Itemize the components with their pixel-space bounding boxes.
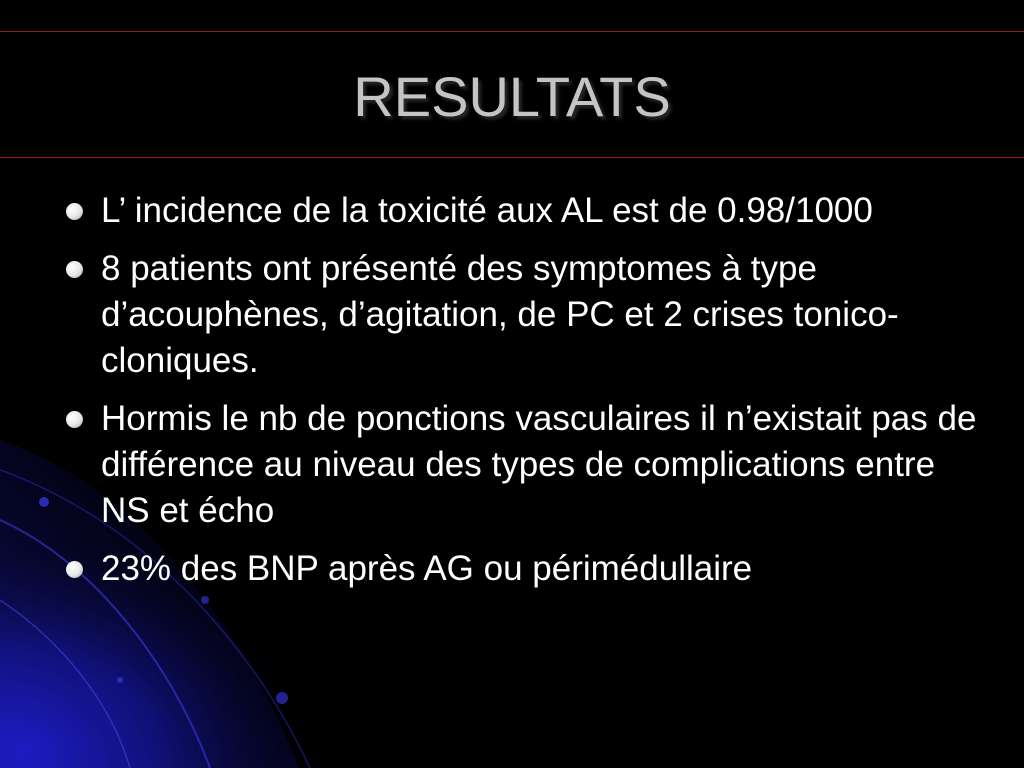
bullet-list <box>62 188 982 604</box>
bullet-sphere-icon <box>66 261 83 278</box>
bullet-text: Hormis le nb de ponctions vasculaires il n’existait pas de différence au niveau des types de complications entre NS et écho <box>101 399 977 530</box>
bullet-sphere-icon <box>66 411 83 428</box>
bullet-item <box>62 546 982 592</box>
bullet-item <box>62 188 982 234</box>
bullet-item <box>62 396 982 534</box>
bullet-text: 8 patients ont présenté des symptomes à type d’acouphènes, d’agitation, de PC et 2 crises tonico-cloniques. <box>101 249 899 380</box>
bullet-sphere-icon <box>66 203 83 220</box>
title-rule-bottom <box>0 157 1024 158</box>
bullet-text: L’ incidence de la toxicité aux AL est de 0.98/1000 <box>101 191 873 230</box>
title-rule-top <box>0 31 1024 32</box>
bullet-text: 23% des BNP après AG ou périmédullaire <box>101 549 753 588</box>
bullet-sphere-icon <box>66 561 83 578</box>
slide-title: RESULTATS <box>353 65 671 128</box>
bullet-item <box>62 246 982 384</box>
